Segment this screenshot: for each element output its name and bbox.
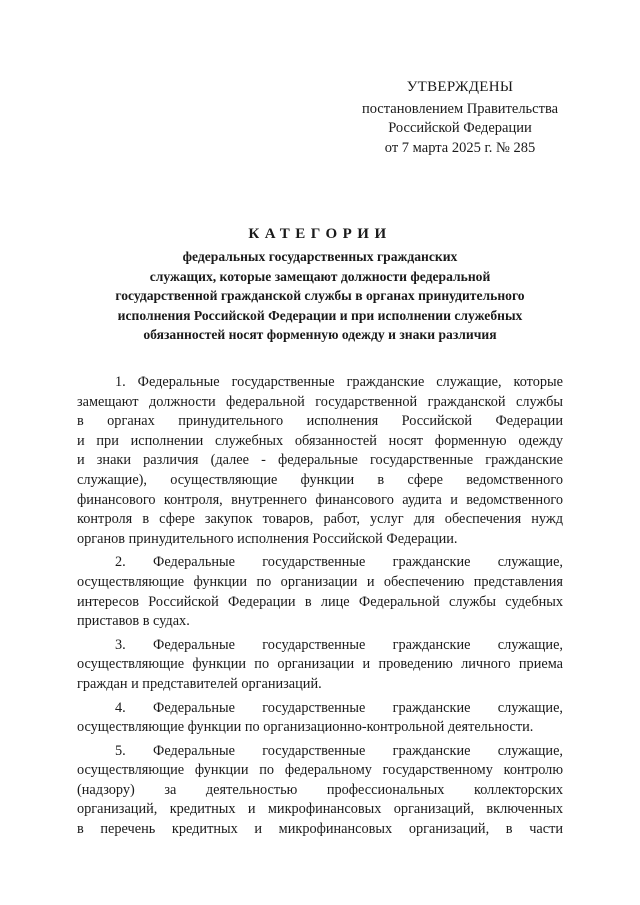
approval-stamp bbox=[340, 78, 580, 158]
paragraph-line: служащие), осуществляющие функции в сфере ведомственного bbox=[77, 471, 563, 488]
paragraph-line: контроля в сфере закупок товаров, работ, услуг для обеспечения нужд bbox=[77, 511, 563, 528]
paragraph-line: 4. Федеральные государственные гражданские служащие, bbox=[115, 699, 563, 716]
paragraph-line: 3. Федеральные государственные гражданские служащие, bbox=[115, 636, 563, 653]
approval-line: от 7 марта 2025 г. № 285 bbox=[384, 139, 536, 156]
document-body bbox=[77, 373, 563, 840]
paragraph-line: и знаки различия (далее - федеральные государственные гражданские bbox=[77, 452, 563, 469]
subtitle-line: обязанностей носят форменную одежду и знаки различия bbox=[143, 327, 497, 342]
approval-line: постановлением Правительства bbox=[361, 100, 559, 117]
paragraph-line: в перечень кредитных и микрофинансовых организаций, в части bbox=[77, 821, 563, 838]
paragraph-line: осуществляющие функции по федеральному государственному контролю bbox=[77, 762, 563, 779]
paragraph-line: замещают должности федеральной государственной гражданской службы bbox=[77, 393, 563, 410]
paragraph-line: осуществляющие функции по организации и проведению личного приема bbox=[77, 656, 563, 673]
paragraph-line: 2. Федеральные государственные гражданские служащие, bbox=[115, 554, 563, 571]
subtitle-line: исполнения Российской Федерации и при исполнении служебных bbox=[117, 307, 523, 323]
paragraph-line: 1. Федеральные государственные гражданские служащие, которые bbox=[115, 374, 563, 390]
subtitle-line: федеральных государственных гражданских bbox=[182, 249, 458, 264]
paragraph-line: интересов Российской Федерации в лице Федеральной службы судебных bbox=[77, 593, 563, 610]
list-item bbox=[77, 699, 563, 738]
paragraph-line: 5. Федеральные государственные гражданские служащие, bbox=[115, 742, 563, 759]
list-item bbox=[77, 373, 563, 549]
paragraph-line: органов принудительного исполнения Российской Федерации. bbox=[77, 530, 458, 547]
paragraph-line: осуществляющие функции по организационно-контрольной деятельности. bbox=[77, 719, 534, 736]
paragraph-line: в органах принудительного исполнения Российской Федерации bbox=[77, 413, 563, 430]
list-item bbox=[77, 553, 563, 631]
list-item bbox=[77, 636, 563, 695]
list-item bbox=[77, 742, 563, 840]
paragraph-line: граждан и представителей организаций. bbox=[77, 675, 322, 692]
document-title: КАТЕГОРИИ bbox=[248, 226, 392, 242]
document-subtitle bbox=[70, 247, 570, 345]
paragraph-line: финансового контроля, внутреннего финансового аудита и ведомственного bbox=[77, 491, 563, 508]
paragraph-line: осуществляющие функции по организации и обеспечению представления bbox=[77, 573, 563, 590]
approval-heading: УТВЕРЖДЕНЫ bbox=[406, 79, 514, 95]
paragraph-line: организаций, кредитных и микрофинансовых организаций, включенных bbox=[77, 801, 563, 818]
subtitle-line: служащих, которые замещают должности федеральной bbox=[149, 268, 491, 284]
paragraph-line: и при исполнении служебных обязанностей носят форменную одежду bbox=[77, 432, 563, 449]
subtitle-line: государственной гражданской службы в органах принудительного bbox=[115, 288, 525, 303]
paragraph-line: приставов в судах. bbox=[77, 613, 190, 630]
approval-line: Российской Федерации bbox=[388, 120, 532, 136]
paragraph-line: (надзору) за деятельностью профессиональных коллекторских bbox=[77, 781, 563, 798]
